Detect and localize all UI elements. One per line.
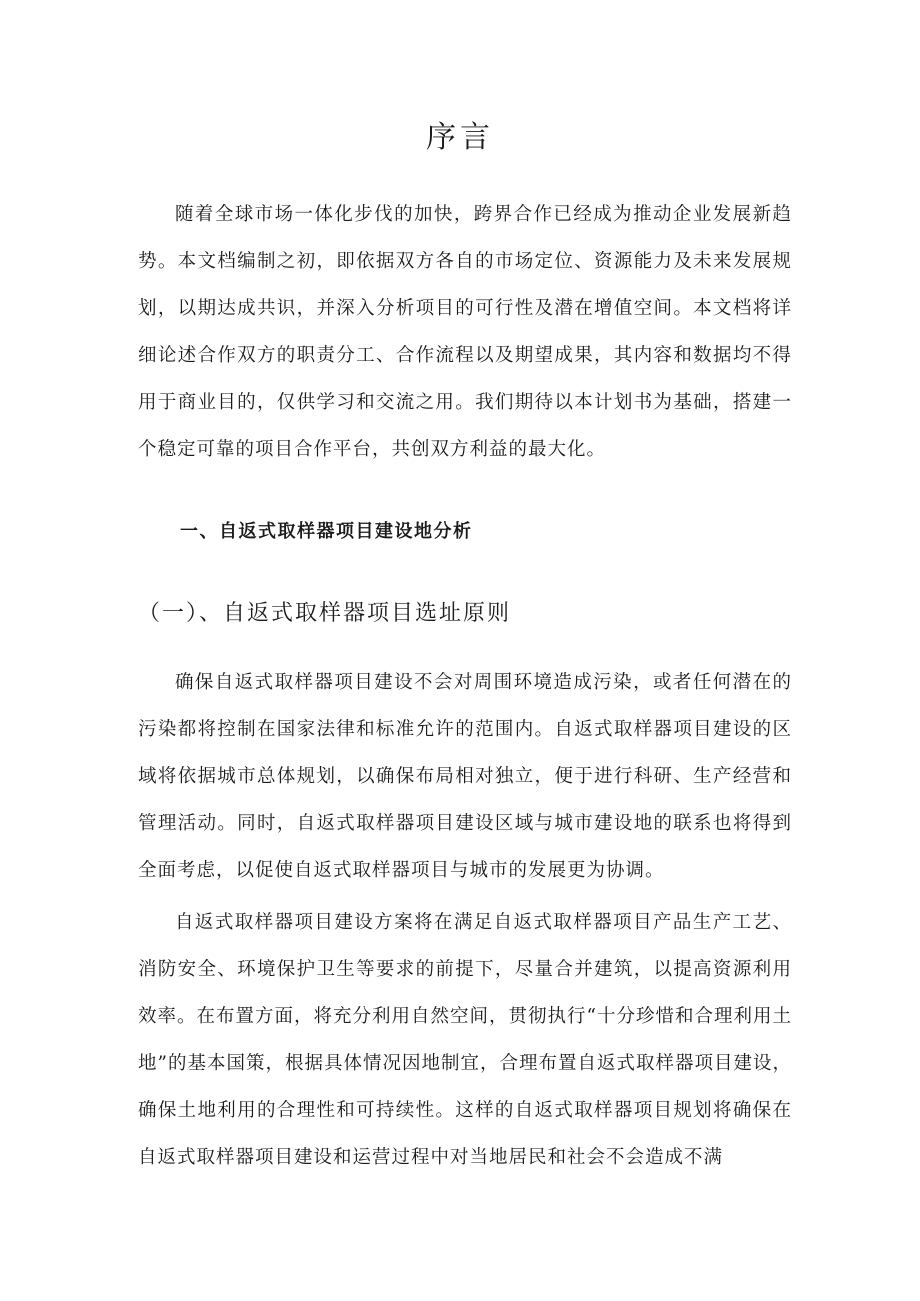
preface-paragraph: 随着全球市场一体化步伐的加快，跨界合作已经成为推动企业发展新趋势。本文档编制之初，即依据双方各自的市场定位、资源能力及未来发展规划，以期达成共识，并深入分析项目的可行性及潜在增值空间。本文档将详细论述合作双方的职责分工、合作流程以及期望成果，其内容和数据均不得用于商业目的，仅供学习和交流之用。我们期待以本计划书为基础，搭建一个稳定可靠的项目合作平台，共创双方利益的最大化。 bbox=[138, 204, 792, 460]
body-paragraph-2: 自返式取样器项目建设方案将在满足自返式取样器项目产品生产工艺、消防安全、环境保护卫生等要求的前提下，尽量合并建筑，以提高资源利用效率。在布置方面，将充分利用自然空间，贯彻执行“十分珍惜和合理利用土地”的基本国策，根据具体情况因地制宜，合理布置自返式取样器项目建设，确保土地利用的合理性和可持续性。这样的自返式取样器项目规划将确保在自返式取样器项目建设和运营过程中对当地居民和社会不会造成不满 bbox=[138, 912, 792, 1168]
body-paragraph-1: 确保自返式取样器项目建设不会对周围环境造成污染，或者任何潜在的污染都将控制在国家法律和标准允许的范围内。自返式取样器项目建设的区域将依据城市总体规划，以确保布局相对独立，便于进行科研、生产经营和管理活动。同时，自返式取样器项目建设区域与城市建设地的联系也将得到全面考虑，以促使自返式取样器项目与城市的发展更为协调。 bbox=[138, 672, 792, 881]
page-title: 序言 bbox=[426, 120, 494, 155]
subsection-heading: （一）、自返式取样器项目选址原则 bbox=[138, 601, 512, 626]
section-heading: 一、自返式取样器项目建设地分析 bbox=[180, 521, 473, 542]
